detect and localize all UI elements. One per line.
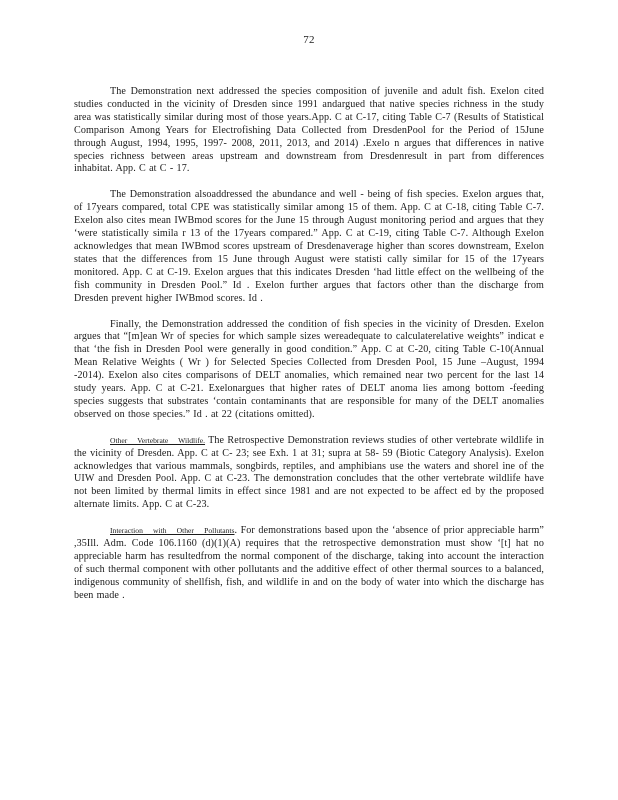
section-heading-interaction-other-pollutants: Interaction with Other Pollutants bbox=[110, 526, 235, 536]
paragraph-fish-condition bbox=[74, 319, 544, 422]
document-body bbox=[74, 86, 544, 616]
page-number: 72 bbox=[303, 34, 315, 46]
paragraph-species-composition bbox=[74, 86, 544, 176]
paragraph-text: Finally, the Demonstration addressed the condition of fish species in the vicinity of Dresden. Exelon argues that “[m]ean Wr of species for which sample sizes wereadequate to calculaterelative weights” indicat e that ‘the fish in Dresden Pool were generally in good condition.” App. C at C-20, citing Table C-10(Annual Mean Relative Weights ( Wr ) for Selected Species Collected from Dresden Pool, 15 June –August, 1994 -2014). Exelon also cites comparisons of DELT anomalies, which remained near two percent for the last 14 study years. App. C at C-21. Exelonargues that higher rates of DELT anoma lies among bottom -feeding species suggests that substrates ‘contain contaminants that are responsible for many of the DELT anomalies observed on those species.” Id . at 22 (citations omitted). bbox=[74, 318, 544, 420]
section-heading-other-vertebrate-wildlife: Other Vertebrate Wildlife. bbox=[110, 435, 206, 445]
paragraph-text: The Demonstration next addressed the species composition of juvenile and adult fish. Exelon cited studies conducted in the vicinity of Dresden since 1991 andargued that native species richness in the study area was statistically similar during most of those years.App. C at C-17, citing Table C-7 (Results of Statistical Comparison Among Years for Electrofishing Data Collected from DresdenPool for the Period of 15June through August, 1994, 1995, 1997- 2008, 2011, 2013, and 2014) .Exelo n argues that differences in native species richness between areas upstream and downstream from Dresdenresult in part from differences inhabitat. App. C at C - 17. bbox=[74, 86, 544, 175]
paragraph-interaction-other-pollutants bbox=[74, 525, 544, 602]
paragraph-text: The Demonstration alsoaddressed the abundance and well - being of fish species. Exelon argues that, of 17years compared, total CPE was statistically similar among 15 of them. App. C at C-18, citing Table C-7. Exelon also cites mean IWBmod scores for the June 15 through August monitoring period and argues that they ‘were statistically simila r 13 of the 17years compared.” App. C at C-19, citing Table C-7. Although Exelon acknowledges that mean IWBmod scores upstream of Dresdenaverage higher than scores downstream, Exelon states that the differences from 15 June through August were statisti cally similar for 15 of the 17years monitored. App. C at C-19. Exelon argues that this indicates Dresden ‘had little effect on the wellbeing of the fish community in Dresden Pool.” Id . Exelon further argues that factors other than the discharge from Dresden prevent higher IWBmod scores. Id . bbox=[74, 189, 544, 304]
paragraph-other-vertebrate-wildlife bbox=[74, 435, 544, 512]
paragraph-text: . For demonstrations based upon the ‘absence of prior appreciable harm” ,35Ill. Adm. Code 106.1160 (d)(1)(A) requires that the retrospective demonstration must show ‘[t] hat no appreciable harm has resultedfrom the normal component of the discharge, taking into account the interaction of such thermal component with other pollutants and the additive effect of other thermal sources to a balanced, indigenous community of shellfish, fish, and wildlife in and on the body of water into which the discharge has been made . bbox=[74, 525, 544, 601]
paragraph-abundance-wellbeing bbox=[74, 189, 544, 305]
paragraph-text: The Retrospective Demonstration reviews studies of other vertebrate wildlife in the vicinity of Dresden. App. C at C- 23; see Exh. 1 at 31; supra at 58- 59 (Biotic Category Analysis). Exelon acknowledges that various mammals, songbirds, reptiles, and amphibians use the waters and shorel ine of the UIW and Dresden Pool. App. C at C-23. The demonstration concludes that the other vertebrate wildlife have not been limited by thermal limits in effect since 1981 and are not expected to be affect ed by the proposed alternate limits. App. C at C-23. bbox=[74, 434, 545, 511]
